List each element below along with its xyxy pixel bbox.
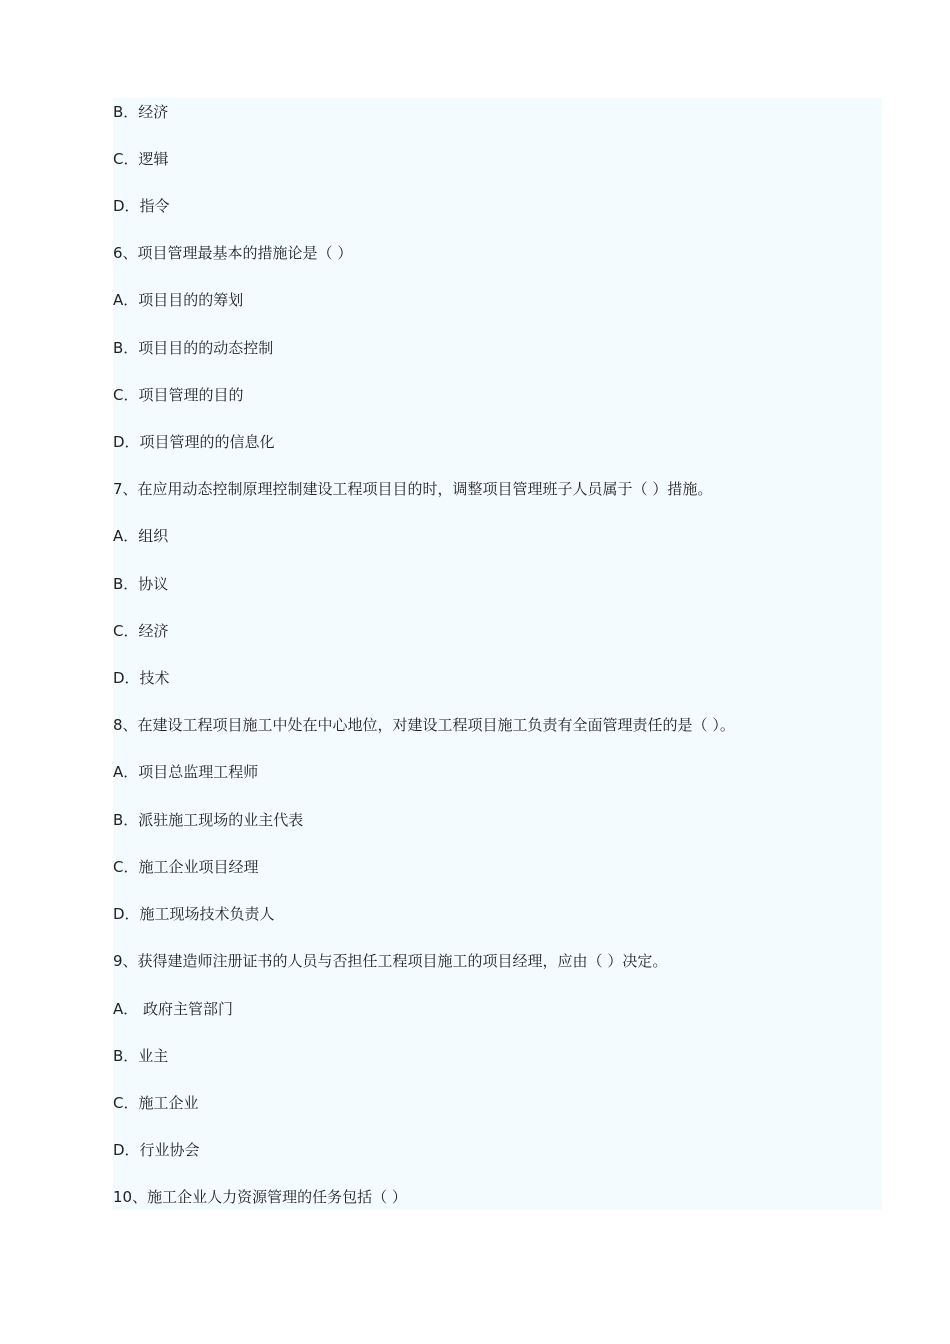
- option-line: D．指令: [113, 197, 170, 215]
- option-line: B．业主: [113, 1047, 169, 1065]
- option-line: D．项目管理的的信息化: [113, 433, 275, 451]
- option-line: A． 政府主管部门: [113, 1000, 234, 1018]
- option-line: D．施工现场技术负责人: [113, 905, 275, 923]
- option-line: B．经济: [113, 103, 169, 121]
- option-line: A．组织: [113, 527, 169, 545]
- question-line: 8、在建设工程项目施工中处在中心地位，对建设工程项目施工负责有全面管理责任的是（ ）。: [113, 716, 735, 734]
- option-line: A．项目目的的筹划: [113, 291, 244, 309]
- option-line: C．施工企业: [113, 1094, 199, 1112]
- option-line: D．行业协会: [113, 1141, 200, 1159]
- option-line: C．施工企业项目经理: [113, 858, 259, 876]
- option-line: B．协议: [113, 575, 169, 593]
- option-line: A．项目总监理工程师: [113, 763, 259, 781]
- option-line: C．项目管理的目的: [113, 386, 244, 404]
- question-line: 6、项目管理最基本的措施论是（ ）: [113, 244, 353, 262]
- option-line: B．派驻施工现场的业主代表: [113, 811, 304, 829]
- question-line: 10、施工企业人力资源管理的任务包括（ ）: [113, 1188, 407, 1206]
- question-text-block: [113, 98, 882, 1210]
- option-line: D．技术: [113, 669, 170, 687]
- option-line: B．项目目的的动态控制: [113, 339, 274, 357]
- question-line: 7、在应用动态控制原理控制建设工程项目目的时，调整项目管理班子人员属于（ ）措施。: [113, 480, 713, 498]
- option-line: C．逻辑: [113, 150, 169, 168]
- option-line: C．经济: [113, 622, 169, 640]
- question-line: 9、获得建造师注册证书的人员与否担任工程项目施工的项目经理，应由（ ）决定。: [113, 952, 668, 970]
